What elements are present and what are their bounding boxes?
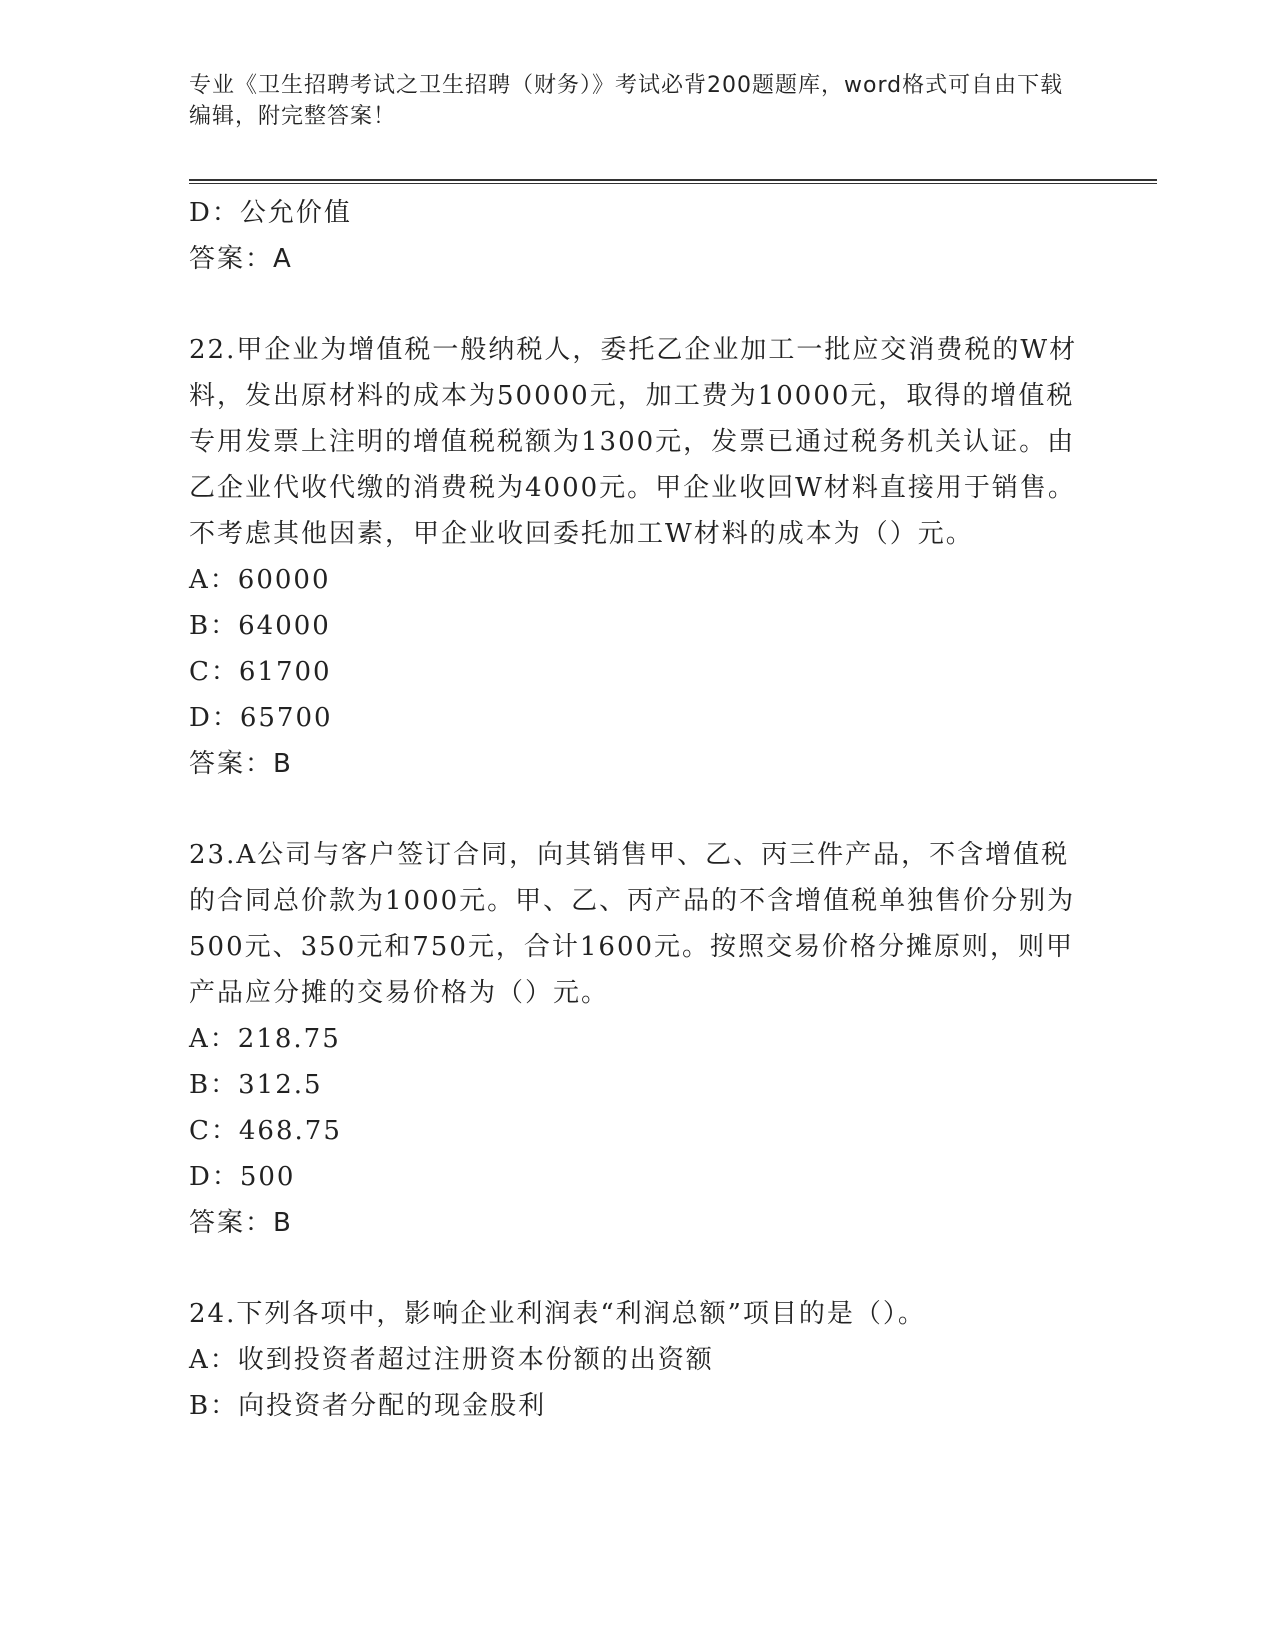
q24-stem: 24.下列各项中，影响企业利润表“利润总额”项目的是（）。 (189, 1299, 926, 1329)
q21-option-d: D：公允价值 (189, 198, 352, 228)
header-rule-thick (189, 179, 1157, 181)
q24-option-b: B：向投资者分配的现金股利 (189, 1391, 547, 1421)
header-rule-thin (189, 183, 1157, 184)
q22-answer: 答案：B (189, 749, 293, 779)
q21-answer: 答案：A (189, 244, 293, 274)
q23-answer: 答案：B (189, 1208, 293, 1238)
q23-stem: 23.A公司与客户签订合同，向其销售甲、乙、丙三件产品，不含增值税的合同总价款为1000元。甲、乙、丙产品的不含增值税单独售价分别为500元、350元和750元，合计1600元。按照交易价格分摊原则，则甲产品应分摊的交易价格为（）元。 (189, 840, 1076, 1008)
q24-option-a: A：收到投资者超过注册资本份额的出资额 (189, 1345, 714, 1375)
q22-option-c: C：61700 (189, 657, 332, 687)
q22-option-a: A：60000 (189, 565, 331, 595)
q22-option-d: D：65700 (189, 703, 333, 733)
q22-option-b: B：64000 (189, 611, 331, 641)
document-header: 专业《卫生招聘考试之卫生招聘（财务）》考试必背200题题库，word格式可自由下载编辑，附完整答案！ (189, 73, 1064, 129)
q23-option-d: D：500 (189, 1162, 296, 1192)
q22-stem: 22.甲企业为增值税一般纳税人，委托乙企业加工一批应交消费税的W材料，发出原材料的成本为50000元，加工费为10000元，取得的增值税专用发票上注明的增值税税额为1300元，发票已通过税务机关认证。由乙企业代收代缴的消费税为4000元。甲企业收回W材料直接用于销售。不考虑其他因素，甲企业收回委托加工W材料的成本为（）元。 (189, 335, 1078, 549)
q23-option-c: C：468.75 (189, 1116, 342, 1146)
q23-option-b: B：312.5 (189, 1070, 323, 1100)
document-body (189, 190, 1084, 1429)
q23-option-a: A：218.75 (189, 1024, 341, 1054)
